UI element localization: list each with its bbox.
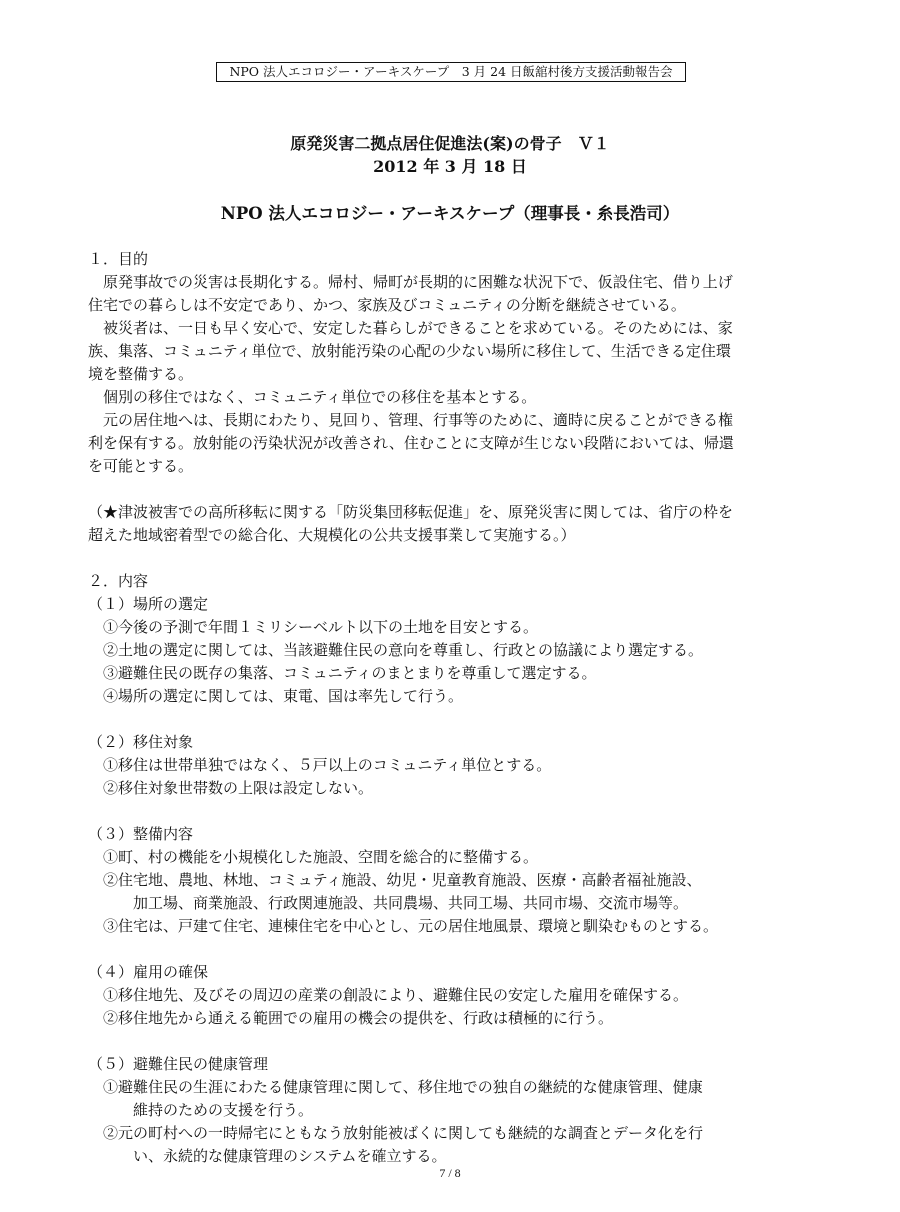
spacer	[88, 478, 818, 501]
paragraph-line: 原発事故での災害は長期化する。帰村、帰町が長期的に困難な状況下で、仮設住宅、借り上げ	[103, 273, 733, 291]
paragraph-line: を可能とする。	[88, 457, 194, 475]
list-item: ①今後の予測で年間１ミリシーベルト以下の土地を目安とする。	[103, 618, 539, 636]
note-line: 超えた地域密着型での総合化、大規模化の公共支援事業して実施する。）	[88, 526, 576, 544]
spacer	[88, 938, 818, 961]
spacer	[88, 1030, 818, 1053]
spacer	[88, 547, 818, 570]
spacer	[88, 800, 818, 823]
list-item: ①移住は世帯単独ではなく、５戸以上のコミュニティ単位とする。	[103, 756, 552, 774]
list-item-continuation: い、永続的な健康管理のシステムを確立する。	[133, 1147, 447, 1165]
list-item-continuation: 加工場、商業施設、行政関連施設、共同農場、共同工場、共同市場、交流市場等。	[133, 894, 689, 912]
document-body	[88, 248, 818, 1168]
list-item: ②移住対象世帯数の上限は設定しない。	[103, 779, 374, 797]
running-header: NPO 法人エコロジー・アーキスケープ 3 月 24 日飯舘村後方支援活動報告会	[216, 62, 686, 82]
list-item: ②土地の選定に関しては、当該避難住民の意向を尊重し、行政との協議により選定する。	[103, 641, 704, 659]
subsection-heading: （２）移住対象	[88, 733, 194, 751]
list-item-continuation: 維持のための支援を行う。	[133, 1101, 314, 1119]
paragraph-line: 元の居住地へは、長期にわたり、見回り、管理、行事等のために、適時に戻ることができる権	[103, 411, 734, 429]
paragraph-line: 個別の移住ではなく、コミュニティ単位での移住を基本とする。	[103, 388, 537, 406]
subsection-heading: （４）雇用の確保	[88, 963, 209, 981]
paragraph-line: 境を整備する。	[88, 365, 194, 383]
paragraph-line: 族、集落、コミュニティ単位で、放射能汚染の心配の少ない場所に移住して、生活できる定住環	[88, 342, 731, 360]
subsection-heading: （１）場所の選定	[88, 595, 209, 613]
paragraph-line: 利を保有する。放射能の汚染状況が改善され、住むことに支障が生じない段階においては、帰還	[88, 434, 734, 452]
list-item: ②住宅地、農地、林地、コミュティ施設、幼児・児童教育施設、医療・高齢者福祉施設、	[103, 871, 702, 889]
subsection-heading: （５）避難住民の健康管理	[88, 1055, 269, 1073]
document-title: 原発災害二拠点居住促進法(案)の骨子 Ｖ１	[290, 134, 610, 153]
list-item: ②移住地先から通える範囲での雇用の機会の提供を、行政は積極的に行う。	[103, 1009, 614, 1027]
list-item: ①移住地先、及びその周辺の産業の創設により、避難住民の安定した雇用を確保する。	[103, 986, 689, 1004]
section-heading-purpose: １．目的	[88, 250, 149, 268]
list-item: ①避難住民の生涯にわたる健康管理に関して、移住地での独自の継続的な健康管理、健康	[103, 1078, 703, 1096]
section-heading-content: ２．内容	[88, 572, 149, 590]
list-item: ②元の町村への一時帰宅にともなう放射能被ばくに関しても継続的な調査とデータ化を行	[103, 1124, 704, 1142]
list-item: ①町、村の機能を小規模化した施設、空間を総合的に整備する。	[103, 848, 539, 866]
paragraph-line: 被災者は、一日も早く安心で、安定した暮らしができることを求めている。そのためには、家	[103, 319, 733, 337]
paragraph-line: 住宅での暮らしは不安定であり、かつ、家族及びコミュニティの分断を継続させている。	[88, 296, 686, 314]
page-number: 7 / 8	[439, 1166, 461, 1180]
subsection-heading: （３）整備内容	[88, 825, 194, 843]
document-date: 2012 年 3 月 18 日	[373, 157, 527, 176]
note-line: （★津波被害での高所移転に関する「防災集団移転促進」を、原発災害に関しては、省庁の枠を	[88, 503, 734, 521]
spacer	[88, 708, 818, 731]
list-item: ③避難住民の既存の集落、コミュニティのまとまりを尊重して選定する。	[103, 664, 597, 682]
list-item: ③住宅は、戸建て住宅、連棟住宅を中心とし、元の居住地風景、環境と馴染むものとする。	[103, 917, 719, 935]
list-item: ④場所の選定に関しては、東電、国は率先して行う。	[103, 687, 464, 705]
organization-line: NPO 法人エコロジー・アーキスケープ（理事長・糸長浩司）	[220, 204, 680, 223]
